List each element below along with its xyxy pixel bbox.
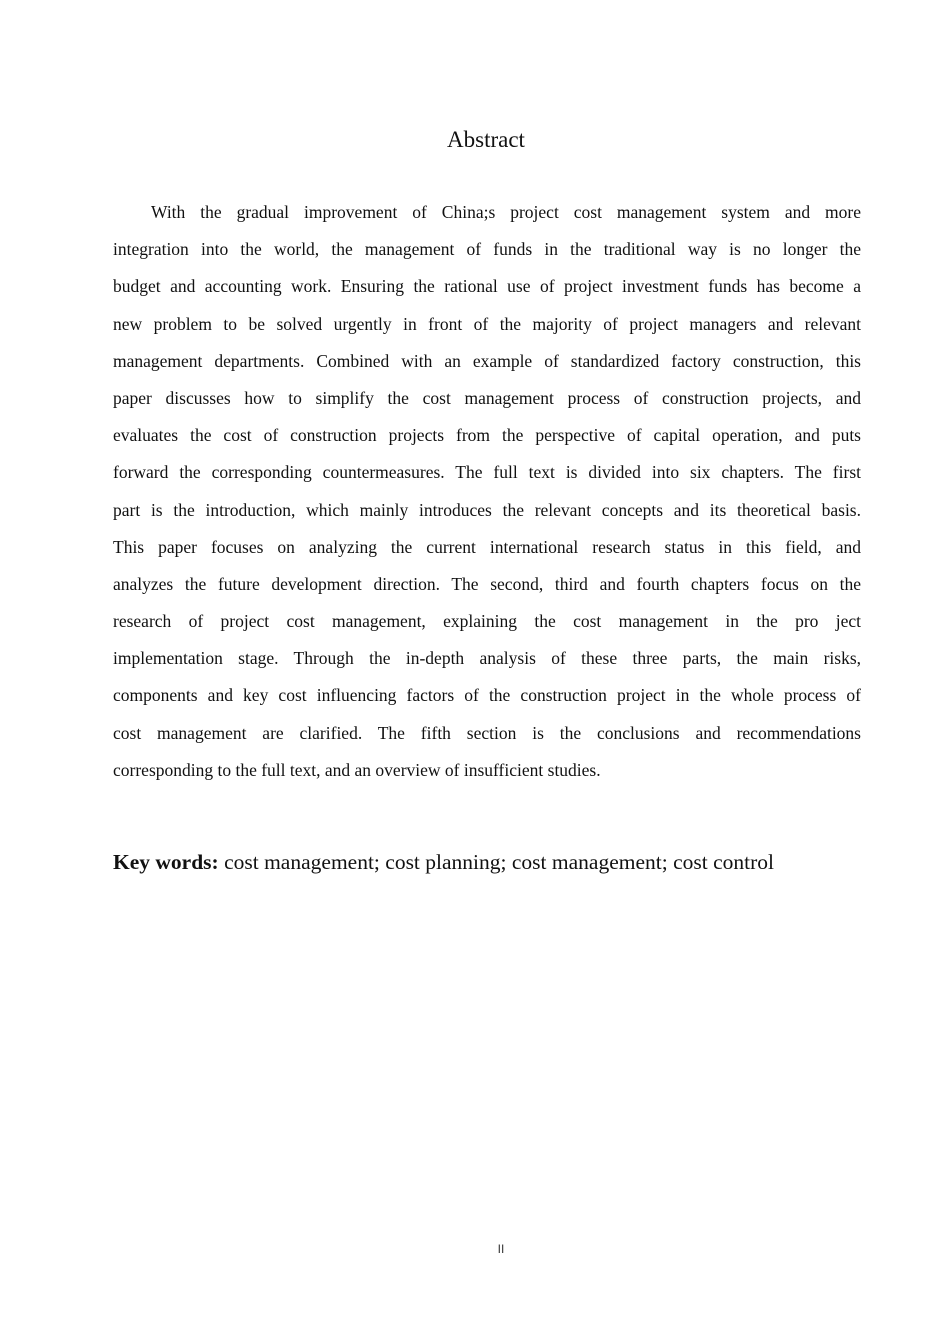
abstract-line: integration into the world, the management of funds in the traditional way is no longer the — [113, 239, 861, 260]
abstract-line: analyzes the future development direction. The second, third and fourth chapters focus on the — [113, 573, 861, 594]
abstract-line: research of project cost management, explaining the cost management in the pro ject — [113, 611, 861, 632]
abstract-title: Abstract — [447, 127, 525, 152]
abstract-line: evaluates the cost of construction projects from the perspective of capital operation, and puts — [113, 425, 861, 446]
abstract-paragraph — [113, 198, 861, 793]
abstract-line: cost management are clarified. The fifth section is the conclusions and recommendations — [113, 722, 861, 743]
keywords-value: cost management; cost planning; cost management; cost control — [218, 850, 774, 874]
keywords-label: Key words: — [113, 850, 219, 874]
abstract-line: components and key cost influencing factors of the construction project in the whole process of — [113, 685, 861, 706]
abstract-line: This paper focuses on analyzing the current international research status in this field, and — [113, 536, 861, 557]
abstract-line: management departments. Combined with an example of standardized factory construction, this — [113, 350, 861, 371]
abstract-line: new problem to be solved urgently in front of the majority of project managers and relevant — [113, 313, 861, 334]
page-number: II — [497, 1242, 505, 1256]
abstract-line: implementation stage. Through the in-depth analysis of these three parts, the main risks, — [113, 648, 861, 669]
abstract-line: paper discusses how to simplify the cost management process of construction projects, and — [113, 387, 861, 408]
abstract-line: corresponding to the full text, and an overview of insufficient studies. — [113, 759, 601, 780]
keywords — [113, 848, 774, 876]
abstract-line: budget and accounting work. Ensuring the rational use of project investment funds has become a — [113, 276, 861, 297]
abstract-line: part is the introduction, which mainly introduces the relevant concepts and its theoretical basis. — [113, 499, 861, 520]
abstract-line: With the gradual improvement of China;s project cost management system and more — [151, 202, 861, 222]
abstract-line: forward the corresponding countermeasures. The full text is divided into six chapters. The first — [113, 462, 861, 483]
